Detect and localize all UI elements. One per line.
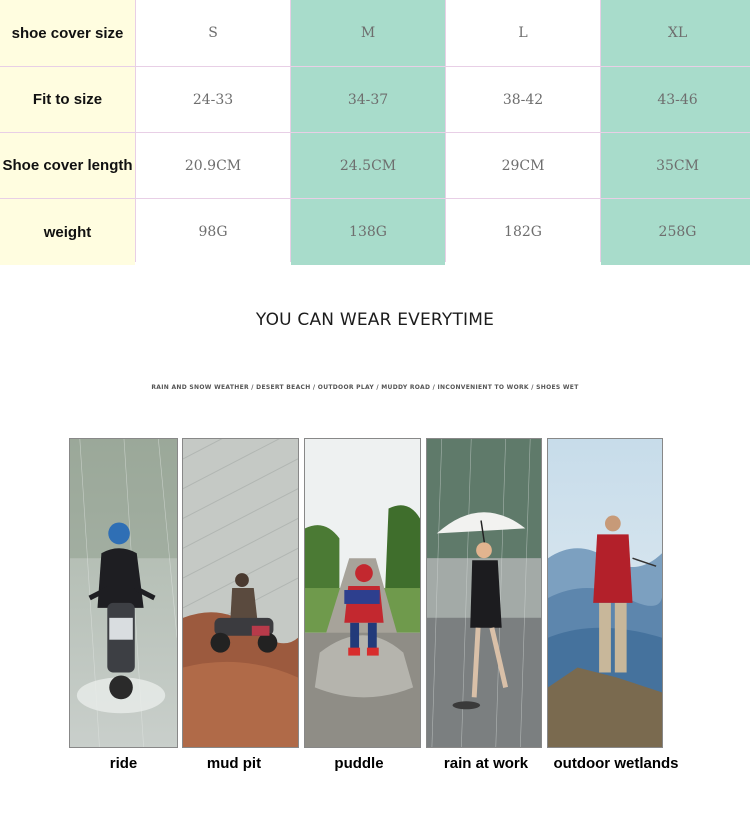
row-label-weight: weight [0, 199, 135, 265]
table-cell: 138G [291, 199, 445, 265]
table-cell: 182G [446, 199, 600, 265]
scene-outdoor-wetlands-caption: outdoor wetlands [553, 755, 679, 772]
table-cell: 20.9CM [136, 133, 290, 198]
size-l: L [446, 0, 600, 66]
scene-mud-pit-image [182, 438, 299, 748]
size-s: S [136, 0, 290, 66]
row-label-fit: Fit to size [0, 67, 135, 132]
table-cell: 98G [136, 199, 290, 265]
table-cell: 34-37 [291, 67, 445, 132]
size-table [0, 0, 750, 262]
scene-rain-at-work-image [426, 438, 542, 748]
header-label: shoe cover size [0, 0, 135, 66]
scene-puddle-image [304, 438, 421, 748]
scene-ride-image [69, 438, 178, 748]
scene-puddle-caption: puddle [334, 755, 384, 772]
scene-mud-pit-caption: mud pit [206, 755, 262, 772]
table-cell: 38-42 [446, 67, 600, 132]
scene-ride-caption: ride [109, 755, 138, 772]
scene-outdoor-wetlands-image [547, 438, 663, 748]
table-cell: 35CM [601, 133, 750, 198]
table-cell: 258G [601, 199, 750, 265]
size-m: M [291, 0, 445, 66]
scene-rain-at-work-caption: rain at work [443, 755, 529, 772]
table-cell: 29CM [446, 133, 600, 198]
table-cell: 24.5CM [291, 133, 445, 198]
table-cell: 24-33 [136, 67, 290, 132]
slogan-heading: YOU CAN WEAR EVERYTIME [255, 310, 495, 330]
row-label-length: Shoe cover length [0, 133, 135, 198]
usage-subline: RAIN AND SNOW WEATHER / DESERT BEACH / OUTDOOR PLAY / MUDDY ROAD / INCONVENIENT TO WORK / SHOES WET [151, 384, 579, 391]
table-cell: 43-46 [601, 67, 750, 132]
size-xl: XL [601, 0, 750, 66]
